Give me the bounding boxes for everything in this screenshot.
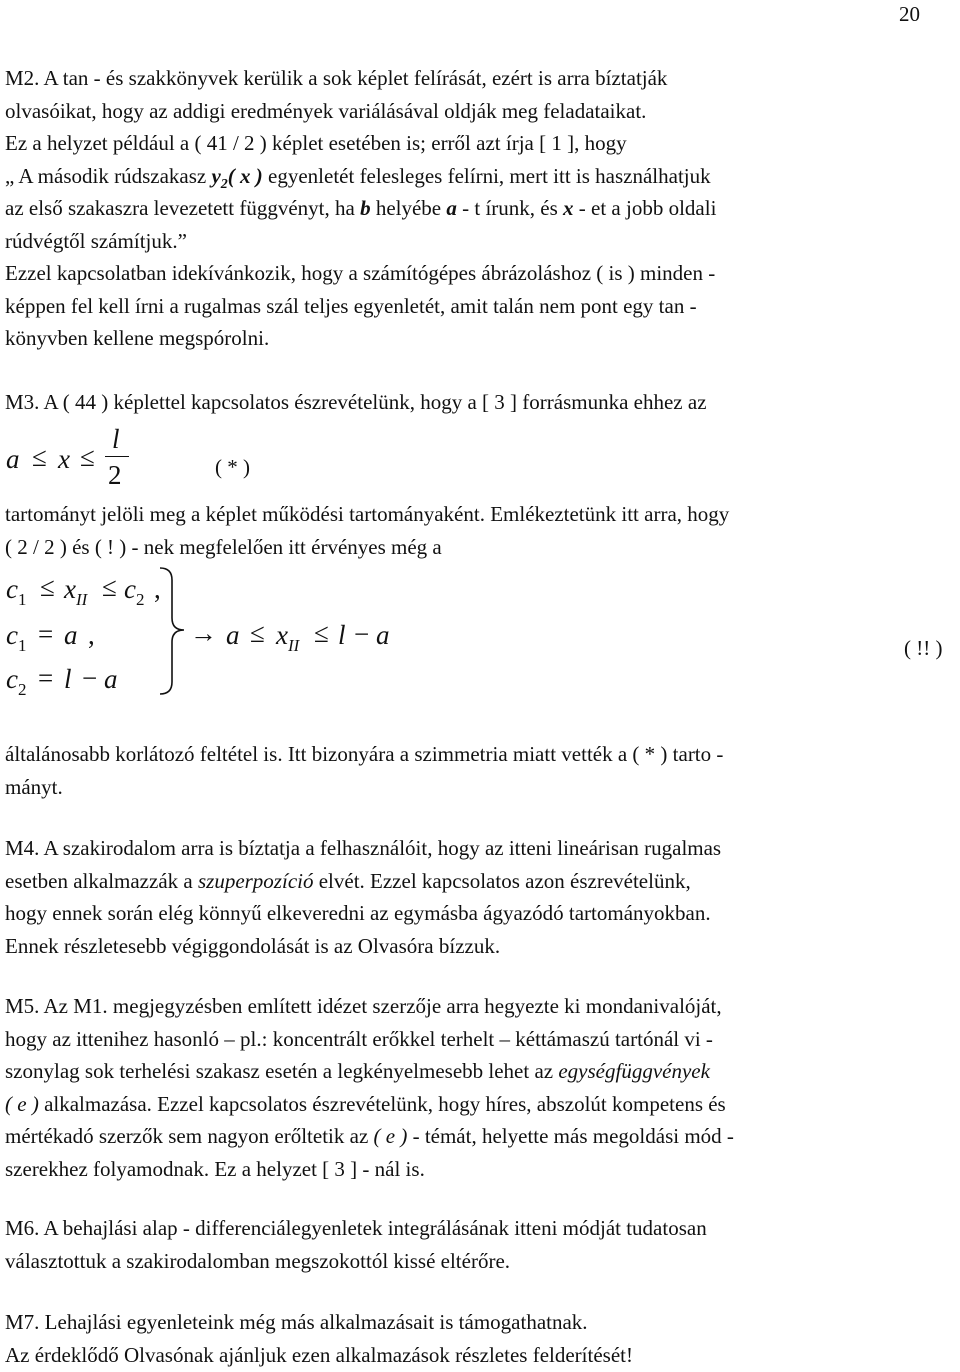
math-var: y xyxy=(211,163,221,188)
text-span: ( e ) xyxy=(373,1124,408,1148)
math-var: $x_{II}$ xyxy=(276,620,300,655)
remark-m3-end xyxy=(5,738,957,803)
text-line: általánosabb korlátozó feltétel is. Itt bizonyára a szimmetria miatt vették a ( * ) tarto - xyxy=(5,742,724,766)
text-span: - et a jobb oldali xyxy=(573,196,717,220)
math-op: = xyxy=(38,619,54,649)
math-op: ≤ xyxy=(40,572,55,602)
math-var: $c_1$ xyxy=(6,574,27,609)
math-var: a xyxy=(104,664,118,694)
math-var: ( x ) xyxy=(227,163,263,188)
text-span: egyenletét felesleges felírni, mert itt is használhatjuk xyxy=(262,163,711,188)
text-span: - t írunk, és xyxy=(456,196,564,220)
math-op: − xyxy=(82,663,98,693)
math-op: ≤ xyxy=(32,442,47,472)
formula-label: ( * ) xyxy=(215,455,250,479)
text-span: szuperpozíció xyxy=(197,868,314,893)
fraction-denominator: 2 xyxy=(108,460,122,490)
math-op: ≤ xyxy=(102,572,117,602)
math-comma: , xyxy=(88,620,95,650)
text-span: esetben alkalmazzák a xyxy=(5,868,198,893)
page-number: 20 xyxy=(899,2,920,26)
text-line: olvasóikat, hogy az addigi eredmények variálásával oldják meg feladataikat. xyxy=(5,98,647,123)
math-var: a xyxy=(376,620,390,650)
text-line: választottuk a szakirodalomban megszokottól kissé eltérőre. xyxy=(5,1248,511,1273)
math-comma: , xyxy=(154,574,161,604)
math-var: a xyxy=(6,444,20,474)
text-line: M5. Az M1. megjegyzésben említett idézet szerzője arra hegyezte ki mondanivalóját, xyxy=(5,994,722,1018)
text-line xyxy=(5,1055,957,1088)
math-var: $x_{II}$ xyxy=(64,574,88,609)
math-var: l xyxy=(338,620,346,650)
text-line: könyvben kellene megspórolni. xyxy=(5,326,270,350)
text-line xyxy=(5,160,957,193)
text-line: tartományt jelöli meg a képlet működési tartományaként. Emlékeztetünk itt arra, hogy xyxy=(5,502,730,526)
fraction-bar xyxy=(105,456,129,457)
math-var: $c_1$ xyxy=(6,620,27,655)
arrow-icon: → xyxy=(190,618,217,648)
text-line: M3. A ( 44 ) képlettel kapcsolatos észrevételünk, hogy a [ 3 ] forrásmunka ehhez az xyxy=(5,390,707,414)
remark-m6 xyxy=(5,1212,957,1277)
math-var: a xyxy=(446,196,457,220)
math-var: b xyxy=(360,196,371,220)
text-line xyxy=(5,865,957,898)
formula-label: ( !! ) xyxy=(904,636,943,660)
text-line: M4. A szakirodalom arra is bíztatja a felhasználóit, hogy az itteni lineárisan rugalmas xyxy=(5,836,722,860)
text-span: szonylag sok terhelési szakasz esetén a legkényelmesebb lehet az xyxy=(5,1059,559,1083)
text-line: szerekhez folyamodnak. Ez a helyzet [ 3 ] - nál is. xyxy=(5,1156,425,1181)
math-var: a xyxy=(226,620,240,650)
text-line: Ezzel kapcsolatban idekívánkozik, hogy a számítógépes ábrázoláshoz ( is ) minden - xyxy=(5,261,716,285)
remark-m4 xyxy=(5,832,957,962)
text-line: Ez a helyzet például a ( 41 / 2 ) képlet esetében is; erről azt írja [ 1 ], hogy xyxy=(5,131,627,155)
math-var: $c_2$ xyxy=(6,664,27,699)
text-line: hogy ennek során elég könnyű elkeveredni az egymásba ágyazódó tartományokban. xyxy=(5,901,711,925)
text-line: képpen fel kell írni a rugalmas szál teljes egyenletét, amit talán nem pont egy tan - xyxy=(5,293,697,318)
fraction-numerator: l xyxy=(112,424,120,454)
text-line: mányt. xyxy=(5,774,63,799)
remark-m7 xyxy=(5,1306,957,1371)
math-subscript: 2 xyxy=(220,176,228,192)
text-span: mértékadó szerzők sem nagyon erőltetik az xyxy=(5,1124,374,1148)
text-span: ( e ) xyxy=(5,1091,39,1116)
text-line: M2. A tan - és szakkönyvek kerülik a sok képlet felírását, ezért is arra bíztatják xyxy=(5,66,668,90)
text-line: M6. A behajlási alap - differenciálegyenletek integrálásának itteni módját tudatosan xyxy=(5,1216,707,1240)
text-line xyxy=(5,1088,957,1121)
text-span: az első szakaszra levezetett függvényt, ha xyxy=(5,196,361,220)
text-line: hogy az ittenihez hasonló – pl.: koncentrált erőkkel terhelt – kéttámaszú tartónál vi - xyxy=(5,1026,713,1051)
text-line xyxy=(5,192,957,225)
text-line xyxy=(5,1120,957,1153)
text-span: elvét. Ezzel kapcsolatos azon észrevételünk, xyxy=(313,868,691,893)
text-span: egységfüggvények xyxy=(558,1059,710,1083)
remark-m3-body xyxy=(5,498,957,563)
remark-m3-intro xyxy=(5,386,957,419)
text-line: ( 2 / 2 ) és ( ! ) - nek megfelelően itt érvényes még a xyxy=(5,534,442,559)
math-op: − xyxy=(354,619,370,649)
math-op: ≤ xyxy=(250,618,265,648)
text-line: M7. Lehajlási egyenleteink még más alkalmazásait is támogathatnak. xyxy=(5,1310,588,1334)
math-var: a xyxy=(64,620,78,650)
text-span: „ A második rúdszakasz xyxy=(5,163,212,188)
text-span: helyébe xyxy=(370,196,447,220)
text-line: Ennek részletesebb végiggondolását is az Olvasóra bízzuk. xyxy=(5,933,501,958)
remark-m2 xyxy=(5,62,957,355)
text-span: alkalmazása. Ezzel kapcsolatos észrevételünk, hogy híres, abszolút kompetens és xyxy=(38,1091,726,1116)
text-span: - témát, helyette más megoldási mód - xyxy=(407,1124,734,1148)
math-var: x xyxy=(563,196,574,220)
remark-m5 xyxy=(5,990,957,1185)
math-op: ≤ xyxy=(314,618,329,648)
right-brace-icon xyxy=(158,566,188,696)
math-var: x xyxy=(58,444,70,474)
math-var: l xyxy=(64,664,72,694)
math-op: = xyxy=(38,663,54,693)
math-var: $c_2$ xyxy=(124,574,145,609)
math-op: ≤ xyxy=(80,442,95,472)
text-line: Az érdeklődő Olvasónak ajánljuk ezen alkalmazások részletes felderítését! xyxy=(5,1342,633,1367)
text-line: rúdvégtől számítjuk.” xyxy=(5,228,187,253)
